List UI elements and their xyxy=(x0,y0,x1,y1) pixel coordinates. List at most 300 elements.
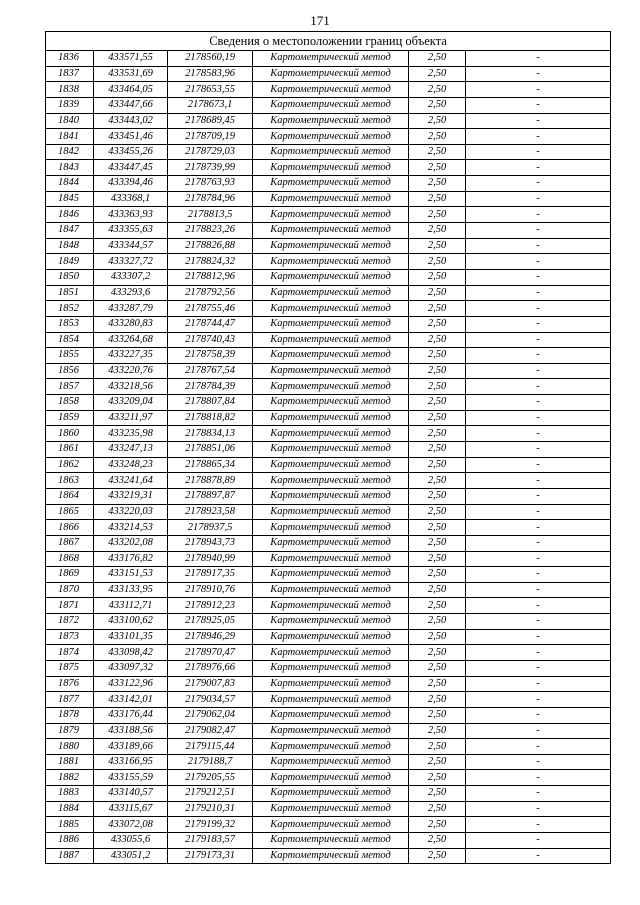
table-row xyxy=(46,660,611,676)
x-coordinate-cell: 433241,64 xyxy=(94,473,168,489)
point-number-cell: 1886 xyxy=(46,833,94,849)
accuracy-cell: 2,50 xyxy=(409,176,466,192)
y-coordinate-cell: 2178818,82 xyxy=(168,410,253,426)
point-number-cell: 1842 xyxy=(46,144,94,160)
description-cell: - xyxy=(466,551,611,567)
table-row xyxy=(46,144,611,160)
method-cell: Картометрический метод xyxy=(253,269,409,285)
y-coordinate-cell: 2179173,31 xyxy=(168,848,253,864)
description-cell: - xyxy=(466,833,611,849)
description-cell: - xyxy=(466,191,611,207)
accuracy-cell: 2,50 xyxy=(409,848,466,864)
x-coordinate-cell: 433394,46 xyxy=(94,176,168,192)
table-row xyxy=(46,301,611,317)
description-cell: - xyxy=(466,754,611,770)
method-cell: Картометрический метод xyxy=(253,676,409,692)
method-cell: Картометрический метод xyxy=(253,160,409,176)
x-coordinate-cell: 433455,26 xyxy=(94,144,168,160)
accuracy-cell: 2,50 xyxy=(409,660,466,676)
y-coordinate-cell: 2178673,1 xyxy=(168,97,253,113)
y-coordinate-cell: 2179034,57 xyxy=(168,692,253,708)
method-cell: Картометрический метод xyxy=(253,629,409,645)
x-coordinate-cell: 433188,56 xyxy=(94,723,168,739)
method-cell: Картометрический метод xyxy=(253,426,409,442)
y-coordinate-cell: 2179183,57 xyxy=(168,833,253,849)
y-coordinate-cell: 2179082,47 xyxy=(168,723,253,739)
point-number-cell: 1854 xyxy=(46,332,94,348)
description-cell: - xyxy=(466,176,611,192)
x-coordinate-cell: 433220,03 xyxy=(94,504,168,520)
accuracy-cell: 2,50 xyxy=(409,113,466,129)
x-coordinate-cell: 433214,53 xyxy=(94,520,168,536)
x-coordinate-cell: 433133,95 xyxy=(94,582,168,598)
x-coordinate-cell: 433140,57 xyxy=(94,786,168,802)
accuracy-cell: 2,50 xyxy=(409,51,466,67)
x-coordinate-cell: 433122,96 xyxy=(94,676,168,692)
table-row xyxy=(46,176,611,192)
accuracy-cell: 2,50 xyxy=(409,97,466,113)
y-coordinate-cell: 2178826,88 xyxy=(168,238,253,254)
method-cell: Картометрический метод xyxy=(253,551,409,567)
method-cell: Картометрический метод xyxy=(253,207,409,223)
description-cell: - xyxy=(466,582,611,598)
point-number-cell: 1851 xyxy=(46,285,94,301)
description-cell: - xyxy=(466,739,611,755)
point-number-cell: 1874 xyxy=(46,645,94,661)
x-coordinate-cell: 433098,42 xyxy=(94,645,168,661)
point-number-cell: 1840 xyxy=(46,113,94,129)
point-number-cell: 1847 xyxy=(46,223,94,239)
y-coordinate-cell: 2179007,83 xyxy=(168,676,253,692)
table-row xyxy=(46,285,611,301)
method-cell: Картометрический метод xyxy=(253,786,409,802)
table-row xyxy=(46,473,611,489)
description-cell: - xyxy=(466,770,611,786)
accuracy-cell: 2,50 xyxy=(409,614,466,630)
table-row xyxy=(46,551,611,567)
table-row xyxy=(46,113,611,129)
y-coordinate-cell: 2178583,96 xyxy=(168,66,253,82)
x-coordinate-cell: 433368,1 xyxy=(94,191,168,207)
description-cell: - xyxy=(466,692,611,708)
accuracy-cell: 2,50 xyxy=(409,520,466,536)
point-number-cell: 1848 xyxy=(46,238,94,254)
x-coordinate-cell: 433112,71 xyxy=(94,598,168,614)
x-coordinate-cell: 433220,76 xyxy=(94,363,168,379)
table-title-row xyxy=(46,32,611,51)
x-coordinate-cell: 433344,57 xyxy=(94,238,168,254)
description-cell: - xyxy=(466,614,611,630)
description-cell: - xyxy=(466,51,611,67)
y-coordinate-cell: 2178813,5 xyxy=(168,207,253,223)
accuracy-cell: 2,50 xyxy=(409,285,466,301)
method-cell: Картометрический метод xyxy=(253,51,409,67)
point-number-cell: 1881 xyxy=(46,754,94,770)
y-coordinate-cell: 2178923,58 xyxy=(168,504,253,520)
y-coordinate-cell: 2178784,96 xyxy=(168,191,253,207)
table-row xyxy=(46,786,611,802)
table-title: Сведения о местоположении границ объекта xyxy=(46,32,611,51)
point-number-cell: 1860 xyxy=(46,426,94,442)
accuracy-cell: 2,50 xyxy=(409,379,466,395)
table-row xyxy=(46,160,611,176)
method-cell: Картометрический метод xyxy=(253,473,409,489)
accuracy-cell: 2,50 xyxy=(409,707,466,723)
point-number-cell: 1877 xyxy=(46,692,94,708)
y-coordinate-cell: 2178740,43 xyxy=(168,332,253,348)
description-cell: - xyxy=(466,723,611,739)
x-coordinate-cell: 433202,08 xyxy=(94,535,168,551)
point-number-cell: 1856 xyxy=(46,363,94,379)
method-cell: Картометрический метод xyxy=(253,332,409,348)
accuracy-cell: 2,50 xyxy=(409,316,466,332)
method-cell: Картометрический метод xyxy=(253,848,409,864)
description-cell: - xyxy=(466,457,611,473)
y-coordinate-cell: 2178784,39 xyxy=(168,379,253,395)
y-coordinate-cell: 2178758,39 xyxy=(168,348,253,364)
description-cell: - xyxy=(466,254,611,270)
accuracy-cell: 2,50 xyxy=(409,629,466,645)
accuracy-cell: 2,50 xyxy=(409,410,466,426)
y-coordinate-cell: 2179205,55 xyxy=(168,770,253,786)
x-coordinate-cell: 433142,01 xyxy=(94,692,168,708)
method-cell: Картометрический метод xyxy=(253,739,409,755)
method-cell: Картометрический метод xyxy=(253,660,409,676)
accuracy-cell: 2,50 xyxy=(409,551,466,567)
y-coordinate-cell: 2178940,99 xyxy=(168,551,253,567)
accuracy-cell: 2,50 xyxy=(409,473,466,489)
accuracy-cell: 2,50 xyxy=(409,395,466,411)
method-cell: Картометрический метод xyxy=(253,395,409,411)
table-row xyxy=(46,254,611,270)
accuracy-cell: 2,50 xyxy=(409,238,466,254)
point-number-cell: 1880 xyxy=(46,739,94,755)
x-coordinate-cell: 433264,68 xyxy=(94,332,168,348)
accuracy-cell: 2,50 xyxy=(409,254,466,270)
description-cell: - xyxy=(466,332,611,348)
y-coordinate-cell: 2178917,35 xyxy=(168,567,253,583)
point-number-cell: 1878 xyxy=(46,707,94,723)
table-row xyxy=(46,645,611,661)
table-row xyxy=(46,535,611,551)
y-coordinate-cell: 2178739,99 xyxy=(168,160,253,176)
table-row xyxy=(46,567,611,583)
description-cell: - xyxy=(466,645,611,661)
point-number-cell: 1838 xyxy=(46,82,94,98)
table-row xyxy=(46,598,611,614)
table-row xyxy=(46,332,611,348)
point-number-cell: 1870 xyxy=(46,582,94,598)
description-cell: - xyxy=(466,801,611,817)
table-row xyxy=(46,629,611,645)
y-coordinate-cell: 2179212,51 xyxy=(168,786,253,802)
y-coordinate-cell: 2179210,31 xyxy=(168,801,253,817)
y-coordinate-cell: 2178812,96 xyxy=(168,269,253,285)
point-number-cell: 1836 xyxy=(46,51,94,67)
accuracy-cell: 2,50 xyxy=(409,207,466,223)
x-coordinate-cell: 433287,79 xyxy=(94,301,168,317)
accuracy-cell: 2,50 xyxy=(409,754,466,770)
y-coordinate-cell: 2178851,06 xyxy=(168,442,253,458)
point-number-cell: 1839 xyxy=(46,97,94,113)
description-cell: - xyxy=(466,269,611,285)
accuracy-cell: 2,50 xyxy=(409,191,466,207)
method-cell: Картометрический метод xyxy=(253,144,409,160)
y-coordinate-cell: 2178792,56 xyxy=(168,285,253,301)
point-number-cell: 1872 xyxy=(46,614,94,630)
y-coordinate-cell: 2179199,32 xyxy=(168,817,253,833)
table-row xyxy=(46,395,611,411)
description-cell: - xyxy=(466,348,611,364)
method-cell: Картометрический метод xyxy=(253,723,409,739)
x-coordinate-cell: 433248,23 xyxy=(94,457,168,473)
y-coordinate-cell: 2178976,66 xyxy=(168,660,253,676)
method-cell: Картометрический метод xyxy=(253,442,409,458)
x-coordinate-cell: 433447,66 xyxy=(94,97,168,113)
method-cell: Картометрический метод xyxy=(253,582,409,598)
y-coordinate-cell: 2178729,03 xyxy=(168,144,253,160)
description-cell: - xyxy=(466,66,611,82)
point-number-cell: 1855 xyxy=(46,348,94,364)
table-row xyxy=(46,676,611,692)
accuracy-cell: 2,50 xyxy=(409,723,466,739)
table-row xyxy=(46,410,611,426)
description-cell: - xyxy=(466,144,611,160)
accuracy-cell: 2,50 xyxy=(409,504,466,520)
y-coordinate-cell: 2178709,19 xyxy=(168,129,253,145)
point-number-cell: 1852 xyxy=(46,301,94,317)
x-coordinate-cell: 433166,95 xyxy=(94,754,168,770)
accuracy-cell: 2,50 xyxy=(409,692,466,708)
x-coordinate-cell: 433531,69 xyxy=(94,66,168,82)
method-cell: Картометрический метод xyxy=(253,770,409,786)
method-cell: Картометрический метод xyxy=(253,254,409,270)
table-row xyxy=(46,692,611,708)
accuracy-cell: 2,50 xyxy=(409,144,466,160)
method-cell: Картометрический метод xyxy=(253,97,409,113)
description-cell: - xyxy=(466,285,611,301)
table-row xyxy=(46,457,611,473)
accuracy-cell: 2,50 xyxy=(409,817,466,833)
table-row xyxy=(46,191,611,207)
x-coordinate-cell: 433247,13 xyxy=(94,442,168,458)
accuracy-cell: 2,50 xyxy=(409,82,466,98)
accuracy-cell: 2,50 xyxy=(409,676,466,692)
point-number-cell: 1863 xyxy=(46,473,94,489)
x-coordinate-cell: 433307,2 xyxy=(94,269,168,285)
accuracy-cell: 2,50 xyxy=(409,426,466,442)
description-cell: - xyxy=(466,629,611,645)
method-cell: Картометрический метод xyxy=(253,410,409,426)
x-coordinate-cell: 433189,66 xyxy=(94,739,168,755)
x-coordinate-cell: 433293,6 xyxy=(94,285,168,301)
y-coordinate-cell: 2178912,23 xyxy=(168,598,253,614)
x-coordinate-cell: 433464,05 xyxy=(94,82,168,98)
description-cell: - xyxy=(466,676,611,692)
method-cell: Картометрический метод xyxy=(253,191,409,207)
x-coordinate-cell: 433100,62 xyxy=(94,614,168,630)
table-row xyxy=(46,51,611,67)
x-coordinate-cell: 433155,59 xyxy=(94,770,168,786)
accuracy-cell: 2,50 xyxy=(409,269,466,285)
x-coordinate-cell: 433451,46 xyxy=(94,129,168,145)
y-coordinate-cell: 2178653,55 xyxy=(168,82,253,98)
point-number-cell: 1864 xyxy=(46,488,94,504)
y-coordinate-cell: 2178925,05 xyxy=(168,614,253,630)
point-number-cell: 1850 xyxy=(46,269,94,285)
coordinates-table xyxy=(45,31,611,864)
description-cell: - xyxy=(466,848,611,864)
table-row xyxy=(46,316,611,332)
x-coordinate-cell: 433211,97 xyxy=(94,410,168,426)
y-coordinate-cell: 2178943,73 xyxy=(168,535,253,551)
method-cell: Картометрический метод xyxy=(253,285,409,301)
y-coordinate-cell: 2178560,19 xyxy=(168,51,253,67)
table-row xyxy=(46,488,611,504)
x-coordinate-cell: 433280,83 xyxy=(94,316,168,332)
accuracy-cell: 2,50 xyxy=(409,770,466,786)
point-number-cell: 1876 xyxy=(46,676,94,692)
accuracy-cell: 2,50 xyxy=(409,739,466,755)
table-row xyxy=(46,770,611,786)
description-cell: - xyxy=(466,660,611,676)
table-row xyxy=(46,66,611,82)
y-coordinate-cell: 2178834,13 xyxy=(168,426,253,442)
point-number-cell: 1868 xyxy=(46,551,94,567)
accuracy-cell: 2,50 xyxy=(409,223,466,239)
x-coordinate-cell: 433443,02 xyxy=(94,113,168,129)
y-coordinate-cell: 2178865,34 xyxy=(168,457,253,473)
point-number-cell: 1844 xyxy=(46,176,94,192)
table-row xyxy=(46,614,611,630)
table-row xyxy=(46,707,611,723)
accuracy-cell: 2,50 xyxy=(409,488,466,504)
description-cell: - xyxy=(466,363,611,379)
method-cell: Картометрический метод xyxy=(253,833,409,849)
x-coordinate-cell: 433101,35 xyxy=(94,629,168,645)
point-number-cell: 1853 xyxy=(46,316,94,332)
y-coordinate-cell: 2178823,26 xyxy=(168,223,253,239)
description-cell: - xyxy=(466,426,611,442)
method-cell: Картометрический метод xyxy=(253,363,409,379)
description-cell: - xyxy=(466,817,611,833)
y-coordinate-cell: 2178946,29 xyxy=(168,629,253,645)
description-cell: - xyxy=(466,395,611,411)
accuracy-cell: 2,50 xyxy=(409,363,466,379)
table-row xyxy=(46,723,611,739)
accuracy-cell: 2,50 xyxy=(409,582,466,598)
method-cell: Картометрический метод xyxy=(253,82,409,98)
method-cell: Картометрический метод xyxy=(253,301,409,317)
table-row xyxy=(46,269,611,285)
table-row xyxy=(46,817,611,833)
point-number-cell: 1861 xyxy=(46,442,94,458)
table-row xyxy=(46,129,611,145)
point-number-cell: 1857 xyxy=(46,379,94,395)
description-cell: - xyxy=(466,207,611,223)
y-coordinate-cell: 2178767,54 xyxy=(168,363,253,379)
y-coordinate-cell: 2179115,44 xyxy=(168,739,253,755)
description-cell: - xyxy=(466,520,611,536)
method-cell: Картометрический метод xyxy=(253,348,409,364)
description-cell: - xyxy=(466,504,611,520)
x-coordinate-cell: 433571,55 xyxy=(94,51,168,67)
y-coordinate-cell: 2178755,46 xyxy=(168,301,253,317)
point-number-cell: 1845 xyxy=(46,191,94,207)
table-row xyxy=(46,833,611,849)
table-row xyxy=(46,97,611,113)
method-cell: Картометрический метод xyxy=(253,645,409,661)
point-number-cell: 1884 xyxy=(46,801,94,817)
description-cell: - xyxy=(466,160,611,176)
accuracy-cell: 2,50 xyxy=(409,598,466,614)
x-coordinate-cell: 433447,45 xyxy=(94,160,168,176)
table-row xyxy=(46,754,611,770)
point-number-cell: 1882 xyxy=(46,770,94,786)
x-coordinate-cell: 433051,2 xyxy=(94,848,168,864)
description-cell: - xyxy=(466,598,611,614)
description-cell: - xyxy=(466,786,611,802)
point-number-cell: 1862 xyxy=(46,457,94,473)
point-number-cell: 1846 xyxy=(46,207,94,223)
y-coordinate-cell: 2178970,47 xyxy=(168,645,253,661)
point-number-cell: 1873 xyxy=(46,629,94,645)
method-cell: Картометрический метод xyxy=(253,238,409,254)
description-cell: - xyxy=(466,488,611,504)
x-coordinate-cell: 433219,31 xyxy=(94,488,168,504)
x-coordinate-cell: 433176,82 xyxy=(94,551,168,567)
method-cell: Картометрический метод xyxy=(253,488,409,504)
description-cell: - xyxy=(466,707,611,723)
table-row xyxy=(46,82,611,98)
table-row xyxy=(46,348,611,364)
description-cell: - xyxy=(466,301,611,317)
description-cell: - xyxy=(466,410,611,426)
x-coordinate-cell: 433151,53 xyxy=(94,567,168,583)
method-cell: Картометрический метод xyxy=(253,316,409,332)
method-cell: Картометрический метод xyxy=(253,379,409,395)
description-cell: - xyxy=(466,379,611,395)
y-coordinate-cell: 2178824,32 xyxy=(168,254,253,270)
method-cell: Картометрический метод xyxy=(253,129,409,145)
accuracy-cell: 2,50 xyxy=(409,567,466,583)
method-cell: Картометрический метод xyxy=(253,520,409,536)
method-cell: Картометрический метод xyxy=(253,66,409,82)
accuracy-cell: 2,50 xyxy=(409,457,466,473)
description-cell: - xyxy=(466,82,611,98)
method-cell: Картометрический метод xyxy=(253,692,409,708)
method-cell: Картометрический метод xyxy=(253,754,409,770)
y-coordinate-cell: 2178807,84 xyxy=(168,395,253,411)
method-cell: Картометрический метод xyxy=(253,535,409,551)
point-number-cell: 1869 xyxy=(46,567,94,583)
page-number: 171 xyxy=(310,13,330,28)
table-row xyxy=(46,739,611,755)
y-coordinate-cell: 2178937,5 xyxy=(168,520,253,536)
method-cell: Картометрический метод xyxy=(253,614,409,630)
point-number-cell: 1859 xyxy=(46,410,94,426)
accuracy-cell: 2,50 xyxy=(409,645,466,661)
y-coordinate-cell: 2178763,93 xyxy=(168,176,253,192)
accuracy-cell: 2,50 xyxy=(409,801,466,817)
method-cell: Картометрический метод xyxy=(253,817,409,833)
table-row xyxy=(46,848,611,864)
method-cell: Картометрический метод xyxy=(253,504,409,520)
point-number-cell: 1837 xyxy=(46,66,94,82)
description-cell: - xyxy=(466,97,611,113)
description-cell: - xyxy=(466,535,611,551)
x-coordinate-cell: 433227,35 xyxy=(94,348,168,364)
